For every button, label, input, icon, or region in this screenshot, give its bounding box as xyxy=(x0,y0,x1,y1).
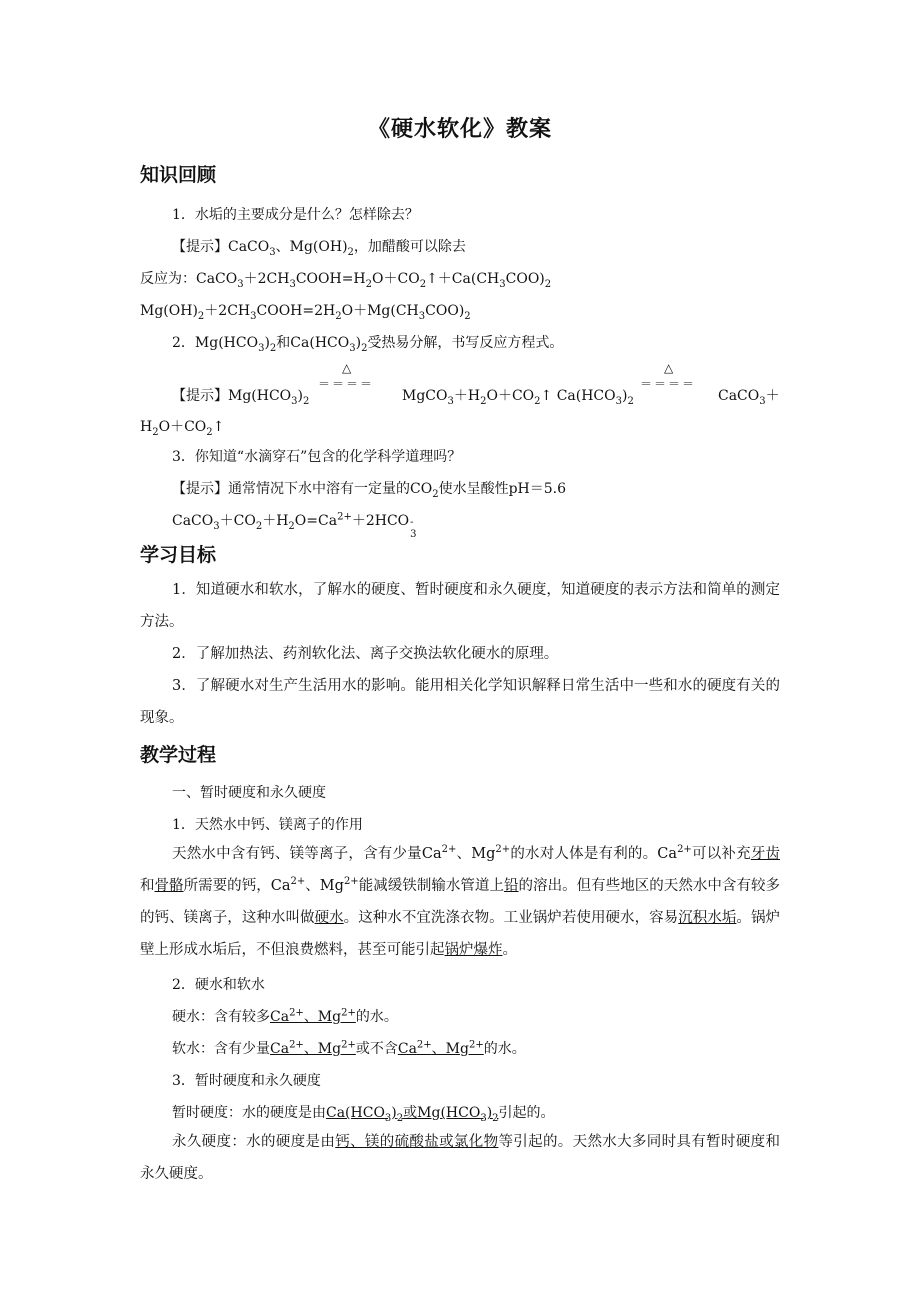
permanent-hardness-definition: 永久硬度：水的硬度是由钙、镁的硫酸盐或氯化物等引起的。天然水大多同时具有暂时硬度和永久硬度。 xyxy=(140,1134,781,1182)
temporary-hardness-definition: 暂时硬度：水的硬度是由$Ca(HCO_3)_2$或$Mg(HCO_3)_2$引起的。 xyxy=(172,1105,555,1124)
review-question-3: 3．你知道“水滴穿石”包含的化学科学道理吗？ xyxy=(172,449,462,465)
document-title: 《硬水软化》教案 xyxy=(367,117,552,142)
review-hint-3: 【提示】通常情况下水中溶有一定量的$CO_2$使水呈酸性pH＝5.6 xyxy=(172,481,567,500)
process-subheading-1: 一、暂时硬度和永久硬度 xyxy=(172,785,326,801)
goal-3: 3．了解硬水对生产生活用水的影响。能用相关化学知识解释日常生活中一些和水的硬度有关的现象。 xyxy=(140,678,780,726)
process-paragraph-calcium-magnesium: 天然水中含有钙、镁等离子，含有少量$Ca^{2+}$、$Mg^{2+}$的水对人体是有利的。$Ca^{2+}$可以补充牙齿和骨骼所需要的钙，$Ca^{2+}$、$Mg^{2+}$能减缓铁制输水管道上铅的溶出。但有些地区的天然水中含有较多的钙、镁离子，这种水叫做硬水。这种水不宜洗涤衣物。工业锅炉若使用硬水，容易沉积水垢。锅炉壁上形成水垢后，不但浪费燃料，甚至可能引起锅炉爆炸。 xyxy=(140,844,781,958)
review-hint-1: 【提示】CaCO$_3$、$Mg(OH)_2$，加醋酸可以除去 xyxy=(172,239,466,258)
review-question-1: 1．水垢的主要成分是什么？怎样除去？ xyxy=(172,207,419,223)
section-heading-process: 教学过程 xyxy=(140,744,217,766)
review-hint-2-part-c: CaCO$_3$＋ xyxy=(718,388,780,407)
review-question-2: 2．$Mg(HCO_3)_2$和$Ca(HCO_3)_2$受热易分解，书写反应方程式。 xyxy=(172,335,564,354)
heat-triangle-icon: △ xyxy=(342,361,354,375)
soft-water-definition: 软水：含有少量$Ca^{2+}$、$Mg^{2+}$或不含$Ca^{2+}$、$Mg^{2+}$的水。 xyxy=(172,1039,526,1057)
goal-2: 2．了解加热法、药剂软化法、离子交换法软化硬水的原理。 xyxy=(172,646,559,662)
review-hint-2-part-a: 【提示】$Mg(HCO_3)_2$ xyxy=(172,388,310,407)
section-heading-goals: 学习目标 xyxy=(140,544,217,566)
review-equation-1: 反应为：$CaCO_3+2CH_3COOH=H_2O+CO_2↑+Ca(CH_3COO)_2$ xyxy=(140,271,552,290)
review-hint-2-part-d: $H_2O+CO_2↑$ xyxy=(140,419,225,438)
review-hint-2-part-b: $MgCO_3+H_2O+CO_2↑$ $Ca(HCO_3)_2$ xyxy=(402,388,634,407)
process-subheading-1-3: 3．暂时硬度和永久硬度 xyxy=(172,1073,321,1089)
process-subheading-1-2: 2．硬水和软水 xyxy=(172,977,265,993)
section-heading-review: 知识回顾 xyxy=(140,164,217,186)
review-equation-3: $CaCO_3+CO_2+H_2O=Ca^{2+}+2HCO$ - 3 xyxy=(172,511,417,540)
heat-triangle-icon: △ xyxy=(664,361,676,375)
hard-water-definition: 硬水：含有较多$Ca^{2+}$、$Mg^{2+}$的水。 xyxy=(172,1007,398,1025)
heat-condition-sign-1: △ ＝＝＝＝ xyxy=(318,361,375,391)
goal-1: 1．知道硬水和软水，了解水的硬度、暂时硬度和永久硬度，知道硬度的表示方法和简单的测定方法。 xyxy=(140,582,780,630)
heat-condition-sign-2: △ ＝＝＝＝ xyxy=(640,361,697,391)
process-subheading-1-1: 1．天然水中钙、镁离子的作用 xyxy=(172,817,363,833)
review-equation-2: $Mg(OH)_2+2CH_3COOH=2H_2O+Mg(CH_3COO)_2$ xyxy=(140,303,471,322)
